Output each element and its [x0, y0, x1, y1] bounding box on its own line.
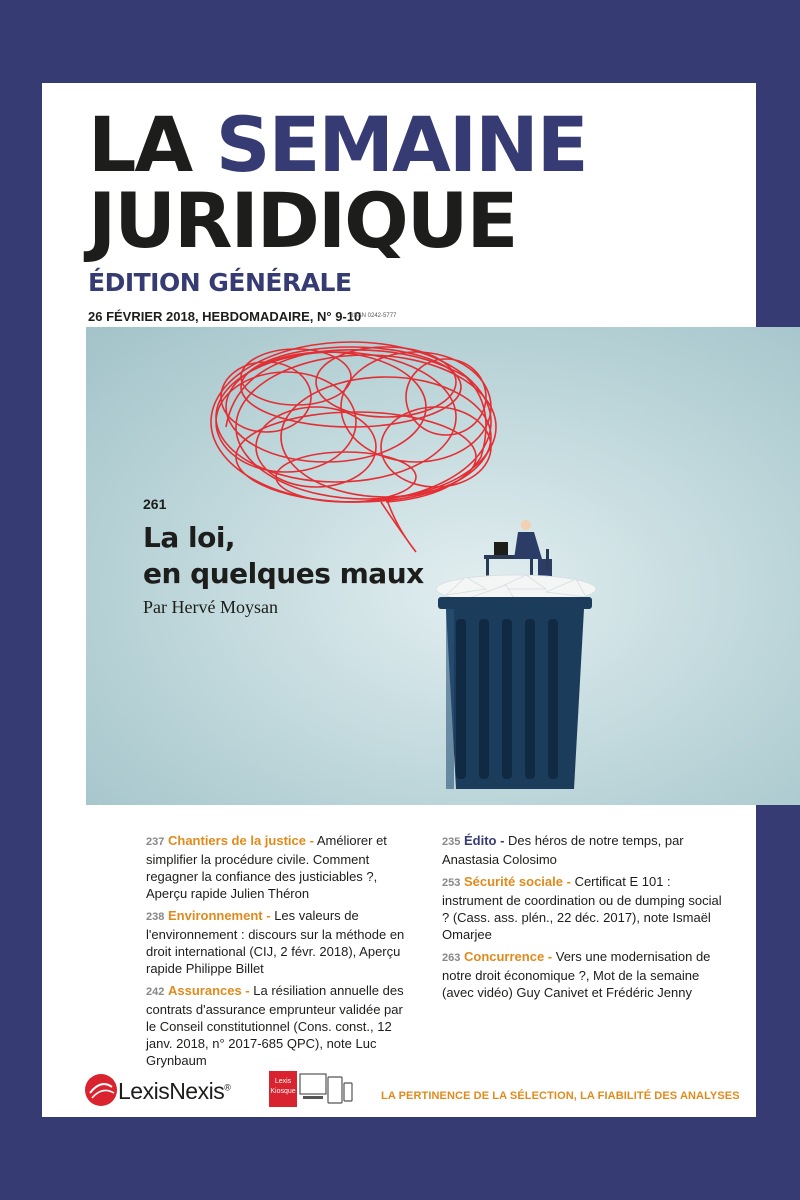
- cover-illustration: [86, 327, 800, 805]
- brand-name: LexisNexis: [118, 1078, 225, 1104]
- toc-item[interactable]: [442, 948, 732, 1001]
- toc-category: Sécurité sociale -: [463, 874, 571, 889]
- trash-can-icon: [438, 597, 592, 789]
- devices-icon: [299, 1071, 353, 1107]
- toc-item[interactable]: [146, 982, 406, 1069]
- masthead-la: LA: [88, 100, 192, 189]
- toc-category: Assurances -: [167, 983, 250, 998]
- toc-text: Les valeurs de l'environnement : discours sur la méthode en droit international (CIJ, 2 févr. 2018), Aperçu rapide Philippe Billet: [146, 908, 405, 976]
- toc-page: 235: [442, 836, 461, 848]
- toc-right-column: [442, 832, 732, 1006]
- brand-mark: ®: [224, 1082, 231, 1093]
- toc-page: 242: [146, 986, 165, 998]
- feature-author: Par Hervé Moysan: [143, 597, 278, 617]
- masthead-line1: [88, 100, 587, 189]
- feature-title-line1: La loi,: [143, 521, 236, 554]
- toc-page: 263: [442, 952, 461, 964]
- toc-category: Chantiers de la justice -: [167, 833, 314, 848]
- lexisnexis-brand: [118, 1078, 230, 1105]
- toc-page: 253: [442, 877, 461, 889]
- toc-text: Certificat E 101 : instrument de coordination ou de dumping social ? (Cass. ass. plén., 22 déc. 2017), note Ismaël Omarjee: [442, 874, 722, 942]
- toc-item[interactable]: [442, 832, 732, 868]
- edition-label: ÉDITION GÉNÉRALE: [88, 268, 352, 297]
- lexis-kiosque-badge[interactable]: [269, 1071, 297, 1107]
- toc-text: La résiliation annuelle des contrats d'assurance emprunteur validée par le Conseil constitutionnel (Cons. const., 12 janv. 2018, n° 2017-685 QPC), note Luc Grynbaum: [146, 983, 404, 1068]
- feature-title: [143, 520, 424, 592]
- toc-left-column: [146, 832, 406, 1074]
- lexisnexis-logo-icon: [84, 1073, 118, 1107]
- masthead-semaine: SEMAINE: [215, 100, 587, 189]
- feature-title-line2: en quelques maux: [143, 557, 424, 590]
- issue-line: 26 FÉVRIER 2018, HEBDOMADAIRE, N° 9-10: [88, 309, 362, 324]
- toc-text: Vers une modernisation de notre droit économique ?, Mot de la semaine (avec vidéo) Guy Canivet et Frédéric Jenny: [442, 949, 711, 1000]
- toc-category: Environnement -: [167, 908, 271, 923]
- toc-category: Concurrence -: [463, 949, 553, 964]
- toc-text: Des héros de notre temps, par Anastasia Colosimo: [442, 833, 684, 867]
- footer-tagline: LA PERTINENCE DE LA SÉLECTION, LA FIABILITÉ DES ANALYSES: [381, 1090, 740, 1102]
- feature-number: 261: [143, 496, 167, 512]
- toc-item[interactable]: [442, 873, 732, 943]
- kiosque-line2: Kiosque: [270, 1088, 296, 1095]
- kiosque-line1: Lexis: [274, 1078, 292, 1085]
- toc-page: 238: [146, 911, 165, 923]
- issn: ISSN 0242-5777: [352, 313, 397, 319]
- toc-category: Édito -: [463, 833, 505, 848]
- toc-item[interactable]: [146, 832, 406, 902]
- masthead-juridique: JURIDIQUE: [88, 176, 517, 265]
- toc-item[interactable]: [146, 907, 406, 977]
- toc-page: 237: [146, 836, 165, 848]
- toc-text: Améliorer et simplifier la procédure civile. Comment regagner la confiance des justiciables ?, Aperçu rapide Julien Théron: [146, 833, 387, 901]
